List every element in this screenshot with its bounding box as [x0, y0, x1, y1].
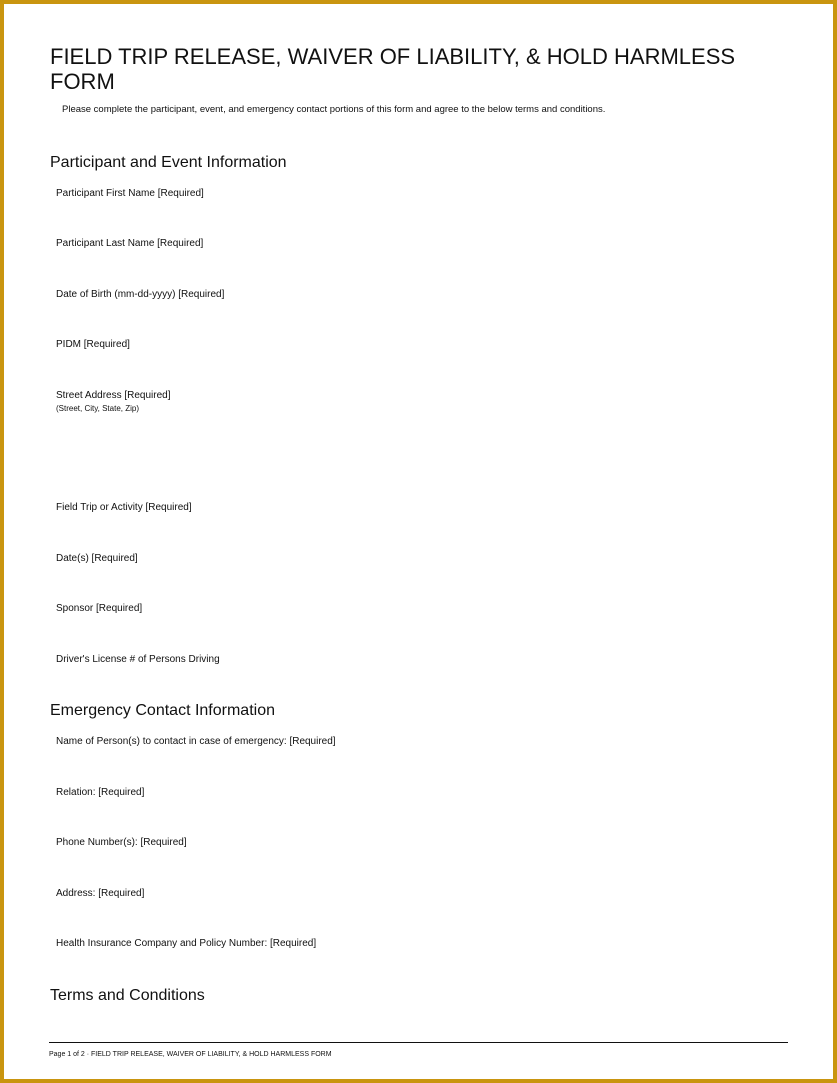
intro-text: Please complete the participant, event, and emergency contact portions of this form and agree to the below terms and conditions. — [62, 104, 606, 115]
field-relation[interactable]: Relation: [Required] — [56, 787, 145, 798]
section-heading-terms: Terms and Conditions — [50, 987, 205, 1004]
field-last-name[interactable]: Participant Last Name [Required] — [56, 238, 204, 249]
field-first-name[interactable]: Participant First Name [Required] — [56, 188, 204, 199]
field-pidm[interactable]: PIDM [Required] — [56, 339, 130, 350]
page-footer: Page 1 of 2 · FIELD TRIP RELEASE, WAIVER OF LIABILITY, & HOLD HARMLESS FORM — [49, 1051, 332, 1058]
field-dob[interactable]: Date of Birth (mm-dd-yyyy) [Required] — [56, 289, 225, 300]
field-drivers-license[interactable]: Driver's License # of Persons Driving — [56, 654, 220, 665]
field-sponsor[interactable]: Sponsor [Required] — [56, 603, 143, 614]
field-street-address[interactable]: Street Address [Required] — [56, 390, 171, 401]
section-heading-participant: Participant and Event Information — [50, 154, 287, 171]
address-hint: (Street, City, State, Zip) — [56, 404, 139, 413]
section-heading-emergency: Emergency Contact Information — [50, 702, 275, 719]
field-dates[interactable]: Date(s) [Required] — [56, 553, 138, 564]
footer-divider — [49, 1042, 788, 1043]
field-insurance[interactable]: Health Insurance Company and Policy Number: [Required] — [56, 938, 317, 949]
form-title: FIELD TRIP RELEASE, WAIVER OF LIABILITY, & HOLD HARMLESS FORM — [50, 44, 736, 94]
field-emergency-name[interactable]: Name of Person(s) to contact in case of emergency: [Required] — [56, 736, 336, 747]
field-phone[interactable]: Phone Number(s): [Required] — [56, 837, 187, 848]
field-emergency-address[interactable]: Address: [Required] — [56, 888, 145, 899]
field-trip-activity[interactable]: Field Trip or Activity [Required] — [56, 502, 192, 513]
